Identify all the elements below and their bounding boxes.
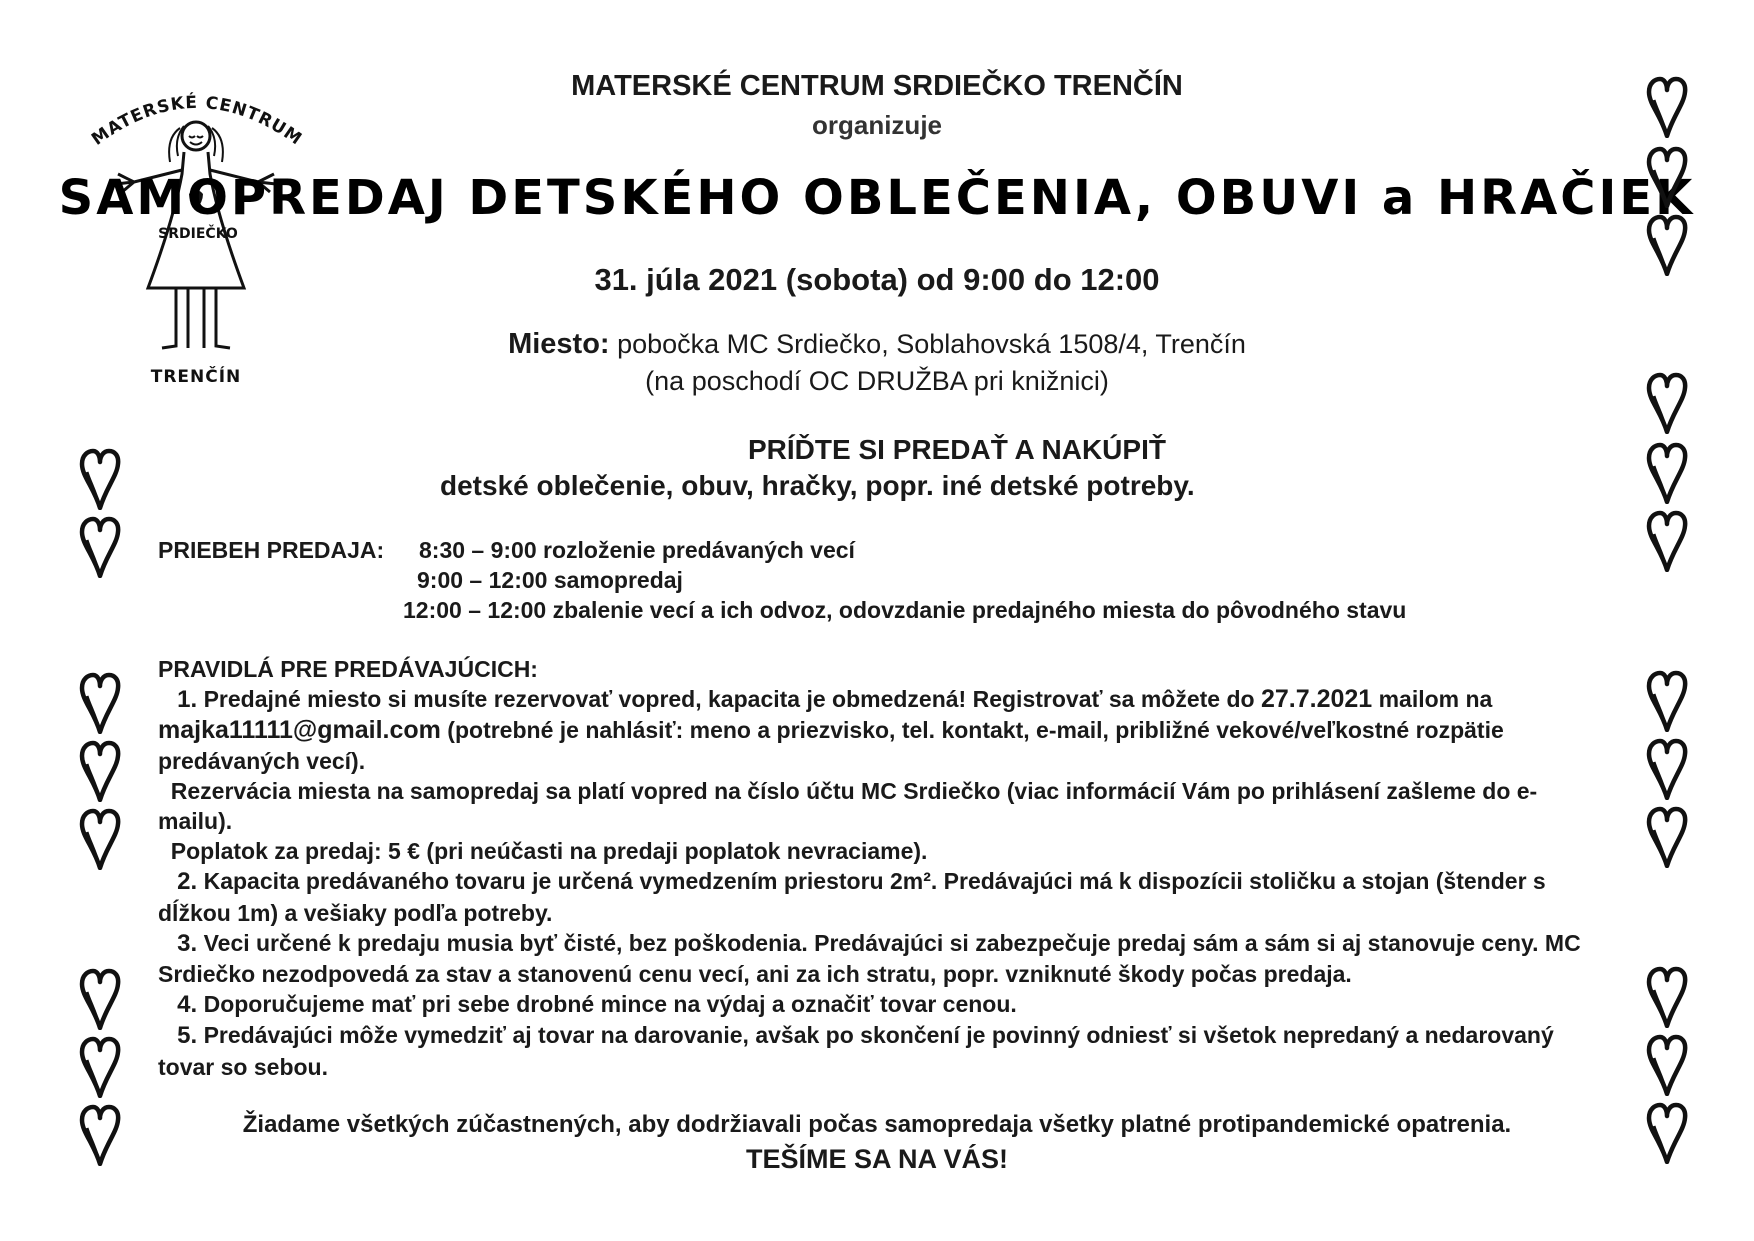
heart-icon: [1645, 510, 1689, 572]
rule-3: [158, 928, 1608, 989]
place-value: pobočka MC Srdiečko, Soblahovská 1508/4, Trenčín: [617, 329, 1246, 359]
place-label: Miesto:: [508, 328, 610, 360]
schedule-row: 8:30 – 9:00 rozloženie predávaných vecí: [419, 537, 855, 563]
schedule-row: 12:00 – 12:00 zbalenie vecí a ich odvoz, odovzdanie predajného miesta do pôvodného stavu: [403, 597, 1407, 623]
rule-text: Kapacita predávaného tovaru je určená vymedzením priestoru 2m². Predávajúci má k dispozícii stoličku a stojan (štender s dĺžkou 1m) a vešiaky podľa potreby.: [158, 868, 1546, 926]
heart-icon: [1645, 806, 1689, 868]
see-you-message: TEŠÍME SA NA VÁS!: [745, 1144, 1009, 1174]
heart-icon: [1645, 76, 1689, 138]
closing-note: Žiadame všetkých zúčastnených, aby dodržiavali počas samopredaja všetky platné protipandemické opatrenia.: [242, 1111, 1512, 1138]
rule-number: 4.: [177, 991, 198, 1019]
rule-text: Rezervácia miesta na samopredaj sa platí vopred na číslo účtu MC Srdiečko (viac informácií Vám po prihlásení zašleme do e-mailu).: [158, 777, 1538, 835]
rule-text: Doporučujeme mať pri sebe drobné mince na výdaj a označiť tovar cenou.: [197, 991, 1017, 1018]
rule-text: mailom na: [1372, 686, 1493, 713]
rule-1: [158, 684, 1608, 776]
logo-text-bottom: TRENČÍN: [150, 367, 242, 387]
invitation-items: detské oblečenie, obuv, hračky, popr. iné detské potreby.: [440, 470, 1195, 501]
contact-email[interactable]: majka11111@gmail.com: [158, 716, 441, 745]
heart-icon: [1645, 670, 1689, 732]
heart-icon: [1645, 1034, 1689, 1096]
event-date: 31. júla 2021 (sobota) od 9:00 do 12:00: [594, 262, 1160, 297]
rule-5: [158, 1020, 1608, 1081]
heart-icon: [78, 808, 122, 870]
rule-2: [158, 866, 1608, 927]
rule-number: 2.: [177, 868, 198, 896]
rule-4: [158, 989, 1608, 1020]
heart-icon: [78, 516, 122, 578]
organization-title: MATERSKÉ CENTRUM SRDIEČKO TRENČÍN: [571, 70, 1183, 102]
rule-1-fee: [158, 836, 1608, 866]
logo-text-middle: SRDIEČKO: [158, 226, 238, 242]
event-title: SAMOPREDAJ DETSKÉHO OBLEČENIA, OBUVI a HRAČIEK: [58, 170, 1696, 226]
rule-1-reservation: [158, 776, 1608, 836]
organizer-text: organizuje: [811, 110, 942, 140]
rule-number: 1.: [177, 686, 198, 714]
heart-icon: [78, 968, 122, 1030]
place-note: (na poschodí OC DRUŽBA pri knižnici): [645, 366, 1109, 396]
rules-heading: PRAVIDLÁ PRE PREDÁVAJÚCICH:: [158, 656, 538, 682]
heart-icon: [78, 1104, 122, 1166]
heart-icon: [1645, 442, 1689, 504]
schedule-label: PRIEBEH PREDAJA:: [158, 537, 385, 563]
heart-icon: [1645, 214, 1689, 276]
rule-number: 5.: [177, 1022, 198, 1050]
rule-text: Poplatok za predaj: 5 € (pri neúčasti na predaji poplatok nevraciame).: [170, 838, 928, 865]
heart-icon: [78, 672, 122, 734]
seller-rules: [158, 654, 1608, 1082]
event-place: [0, 328, 1754, 361]
rule-text: Predajné miesto si musíte rezervovať vopred, kapacita je obmedzená! Registrovať sa môžete do: [197, 686, 1261, 713]
heart-icon: [78, 740, 122, 802]
heart-icon: [1645, 738, 1689, 800]
heart-icon: [78, 1036, 122, 1098]
heart-icon: [1645, 1102, 1689, 1164]
heart-icon: [78, 448, 122, 510]
rule-number: 3.: [177, 929, 198, 957]
heart-icon: [1645, 966, 1689, 1028]
invitation-heading: PRÍĎTE SI PREDAŤ A NAKÚPIŤ: [748, 434, 1166, 465]
registration-deadline: 27.7.2021: [1260, 685, 1373, 714]
schedule-row: 9:00 – 12:00 samopredaj: [417, 567, 683, 593]
heart-icon: [1645, 372, 1689, 434]
heart-icon: [1645, 146, 1689, 208]
logo-text-top: MATERSKÉ CENTRUM: [88, 92, 306, 150]
rule-text: Veci určené k predaju musia byť čisté, bez poškodenia. Predávajúci si zabezpečuje predaj sám a sám si aj stanovuje ceny. MC Srdiečko nezodpovedá za stav a stanovenú cenu vecí, ani za ich stratu, popr. vzniknuté škody počas predaja.: [158, 929, 1581, 988]
rule-text: (potrebné je nahlásiť: meno a priezvisko, tel. kontakt, e-mail, približné vekové/veľkostné rozpätie predávaných vecí).: [158, 717, 1504, 774]
rule-text: Predávajúci môže vymedziť aj tovar na darovanie, avšak po skončení je povinný odniesť si všetok nepredaný a nedarovaný tovar so sebou.: [158, 1022, 1554, 1080]
